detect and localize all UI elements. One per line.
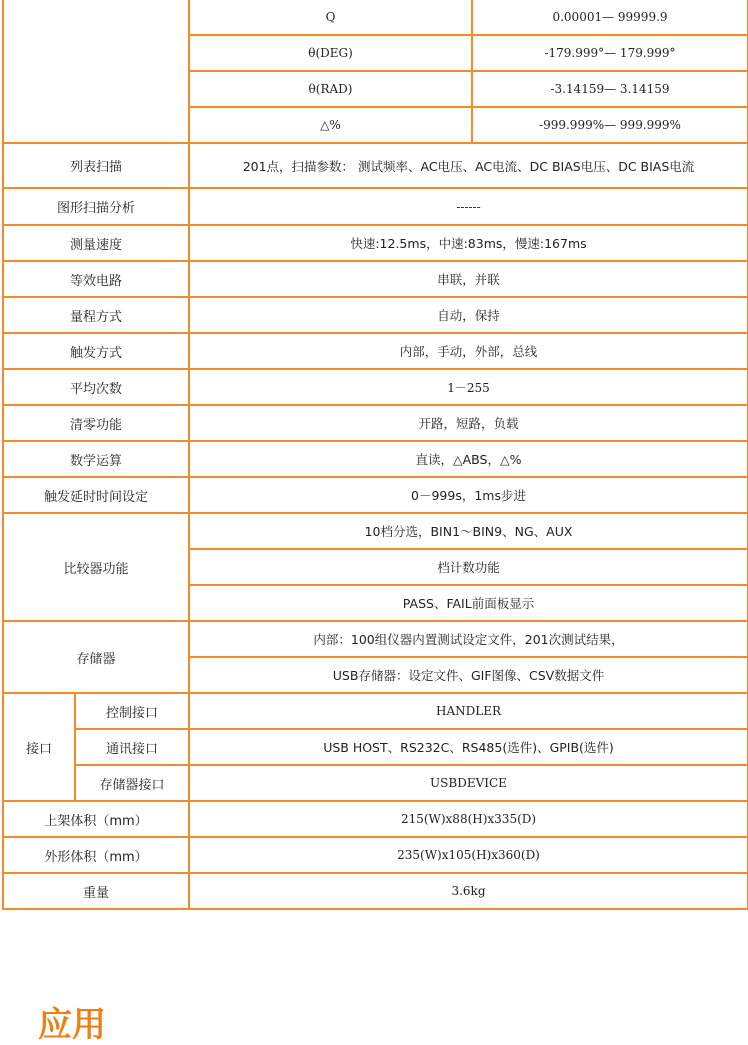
row-label: 触发方式 [3, 333, 189, 369]
row-label: 比较器功能 [3, 513, 189, 621]
param-name: θ(RAD) [189, 71, 472, 107]
table-row [3, 477, 748, 513]
table-row [3, 513, 748, 549]
table-row [3, 143, 748, 188]
row-value: PASS、FAIL前面板显示 [189, 585, 748, 621]
row-label: 接口 [3, 693, 75, 801]
row-value: 内部，手动，外部，总线 [189, 333, 748, 369]
table-row [3, 333, 748, 369]
row-label: 平均次数 [3, 369, 189, 405]
row-value: HANDLER [189, 693, 748, 729]
table-row [3, 765, 748, 801]
row-label: 测量速度 [3, 225, 189, 261]
row-label: 存储器 [3, 621, 189, 693]
row-label: 触发延时时间设定 [3, 477, 189, 513]
param-range: -3.14159— 3.14159 [472, 71, 748, 107]
param-range: -179.999°— 179.999° [472, 35, 748, 71]
param-name: θ(DEG) [189, 35, 472, 71]
spec-table [2, 0, 748, 910]
row-value: 串联，并联 [189, 261, 748, 297]
row-label: 列表扫描 [3, 143, 189, 188]
row-value: 201点，扫描参数： 测试频率、AC电压、AC电流、DC BIAS电压、DC BIAS电流 [189, 143, 748, 188]
row-value: 直读，△ABS，△% [189, 441, 748, 477]
row-label: 上架体积（mm） [3, 801, 189, 837]
table-row [3, 693, 748, 729]
param-range: 0.00001— 99999.9 [472, 0, 748, 35]
row-value: 3.6kg [189, 873, 748, 909]
row-label: 量程方式 [3, 297, 189, 333]
param-label-cell [3, 0, 189, 143]
sub-label: 通讯接口 [75, 729, 189, 765]
table-row [3, 297, 748, 333]
row-value: 档计数功能 [189, 549, 748, 585]
param-name: △% [189, 107, 472, 143]
row-value: USB HOST、RS232C、RS485(选件)、GPIB(选件) [189, 729, 748, 765]
section-title: 应用 [38, 1005, 106, 1045]
row-value: ------ [189, 188, 748, 225]
row-value: 10档分选，BIN1～BIN9、NG、AUX [189, 513, 748, 549]
row-value: 235(W)x105(H)x360(D) [189, 837, 748, 873]
table-row [3, 801, 748, 837]
param-range: -999.999%— 999.999% [472, 107, 748, 143]
row-value: 开路，短路，负载 [189, 405, 748, 441]
param-name: Q [189, 0, 472, 35]
row-value: 自动，保持 [189, 297, 748, 333]
table-row [3, 261, 748, 297]
row-value: USB存储器：设定文件、GIF图像、CSV数据文件 [189, 657, 748, 693]
row-label: 重量 [3, 873, 189, 909]
row-value: 快速:12.5ms，中速:83ms，慢速:167ms [189, 225, 748, 261]
row-label: 图形扫描分析 [3, 188, 189, 225]
sub-label: 控制接口 [75, 693, 189, 729]
table-row [3, 621, 748, 657]
table-row [3, 873, 748, 909]
row-label: 外形体积（mm） [3, 837, 189, 873]
row-value: USBDEVICE [189, 765, 748, 801]
table-row [3, 837, 748, 873]
table-row [3, 0, 748, 35]
row-value: 1－255 [189, 369, 748, 405]
row-value: 内部：100组仪器内置测试设定文件，201次测试结果， [189, 621, 748, 657]
table-row [3, 441, 748, 477]
row-value: 0－999s，1ms步进 [189, 477, 748, 513]
row-label: 等效电路 [3, 261, 189, 297]
row-value: 215(W)x88(H)x335(D) [189, 801, 748, 837]
row-label: 清零功能 [3, 405, 189, 441]
table-row [3, 225, 748, 261]
table-row [3, 369, 748, 405]
table-row [3, 729, 748, 765]
sub-label: 存储器接口 [75, 765, 189, 801]
row-label: 数学运算 [3, 441, 189, 477]
table-row [3, 405, 748, 441]
table-row [3, 188, 748, 225]
